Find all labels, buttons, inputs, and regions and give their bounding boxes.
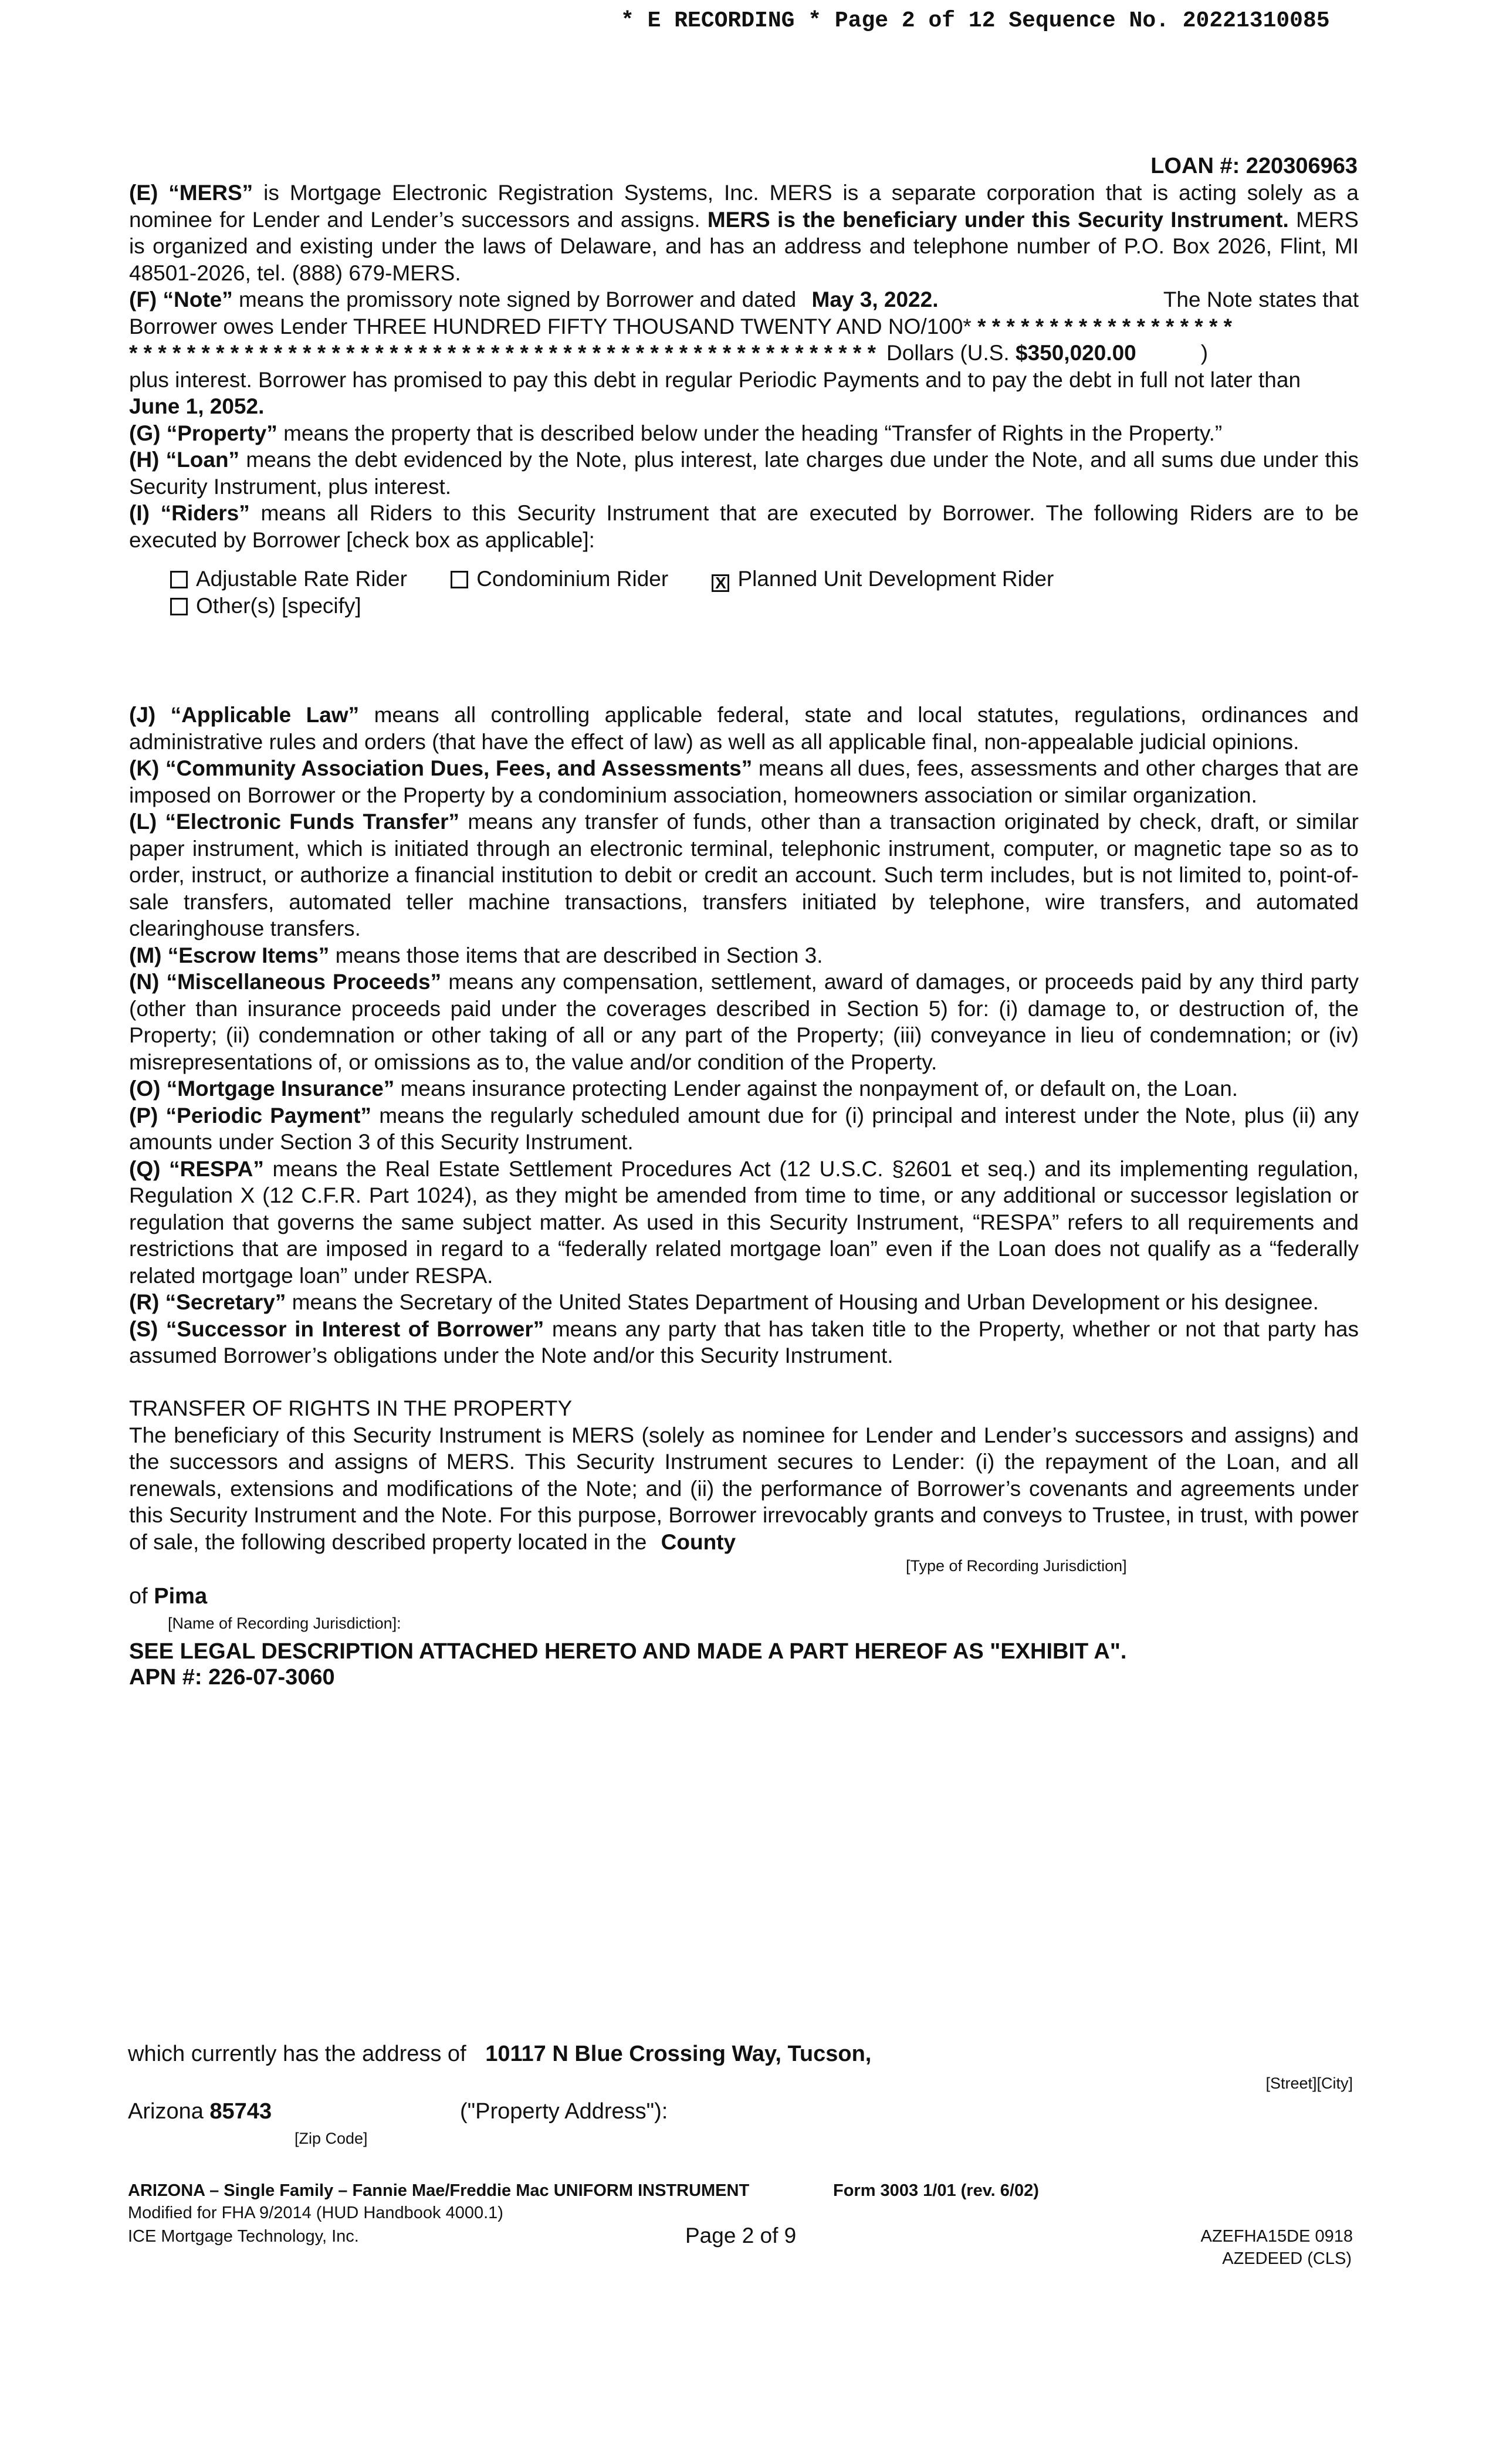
- footer-code-1: AZEFHA15DE 0918: [1200, 2227, 1353, 2246]
- of-label: of: [129, 1584, 154, 1609]
- definition-label: (S) “Successor in Interest of Borrower”: [129, 1316, 544, 1341]
- definition-e-label: (E) “MERS”: [129, 181, 253, 205]
- definition-label: (M) “Escrow Items”: [129, 943, 330, 967]
- definition-e: [129, 180, 1359, 286]
- checkbox-planned-unit-development[interactable]: X: [712, 574, 729, 592]
- zip-code: 85743: [209, 2099, 272, 2124]
- definition-r: [129, 1289, 1359, 1316]
- definition-label: (J) “Applicable Law”: [129, 703, 360, 727]
- definition-i-label: (I) “Riders”: [129, 501, 250, 525]
- definition-label: (Q) “RESPA”: [129, 1156, 264, 1181]
- transfer-paragraph: The beneficiary of this Security Instrument is MERS (solely as nominee for Lender and Lender’s successors and assigns) and the successors and assigns of MERS. This Security Instrument secures to Lender: (i) the repayment of the Loan, and all renewals, extensions and modifications of the Note; and (ii) the performance of Borrower’s covenants and agreements under this Security Instrument and the Note. For this purpose, Borrower irrevocably grants and conveys to Trustee, in trust, with power of sale, the following described property located in the: [129, 1423, 1359, 1554]
- definition-text: means the Secretary of the United States Department of Housing and Urban Development or his designee.: [286, 1290, 1319, 1314]
- apn-number: APN #: 226-07-3060: [129, 1665, 335, 1690]
- definition-h: [129, 446, 1359, 500]
- definition-g: [129, 420, 1359, 447]
- checkbox-adjustable-rate[interactable]: [170, 571, 188, 588]
- zip-code-caption: [Zip Code]: [295, 2130, 368, 2147]
- definition-e-bold: MERS is the beneficiary under this Security Instrument.: [707, 207, 1289, 232]
- jurisdiction-name: Pima: [154, 1584, 208, 1609]
- jurisdiction-name-caption: [Name of Recording Jurisdiction]:: [168, 1615, 401, 1632]
- definition-text: means the Real Estate Settlement Procedures Act (12 U.S.C. §2601 et seq.) and its implementing regulation, Regulation X (12 C.F.R. Part 1024), as they might be amended from time to time, or any additional or successor legislation or regulation that governs the same subject matter. As used in this Security Instrument, “RESPA” refers to all requirements and restrictions that are imposed in regard to a “federally related mortgage loan” even if the Loan does not qualify as a “federally related mortgage loan” under RESPA.: [129, 1156, 1359, 1288]
- street-city: 10117 N Blue Crossing Way, Tucson,: [485, 2042, 872, 2066]
- checkbox-other[interactable]: [170, 598, 188, 615]
- definition-h-text: means the debt evidenced by the Note, plus interest, late charges due under the Note, and all sums due under this Security Instrument, plus interest.: [129, 448, 1359, 499]
- rider-adjustable-rate[interactable]: [170, 567, 407, 591]
- footer-code-2: AZEDEED (CLS): [1222, 2249, 1352, 2268]
- jurisdiction-name-line: [129, 1584, 207, 1609]
- rider-other[interactable]: [170, 594, 361, 618]
- definition-q: [129, 1156, 1359, 1289]
- definition-s: [129, 1316, 1359, 1369]
- amount-stars-2: * * * * * * * * * * * * * * * * * * * * * * * * * * * * * * * * * * * * * * * * * * * * * * * * * * * *: [129, 341, 876, 365]
- definition-o: [129, 1075, 1359, 1102]
- definition-i: [129, 500, 1359, 553]
- definition-g-label: (G) “Property”: [129, 421, 277, 445]
- definition-g-text: means the property that is described below under the heading “Transfer of Rights in the Property.”: [277, 421, 1223, 445]
- transfer-text: [129, 1422, 1359, 1556]
- definition-text: means any party that has taken title to the Property, whether or not that party has assumed Borrower’s obligations under the Note and/or this Security Instrument.: [129, 1316, 1359, 1368]
- state-zip-line: [128, 2099, 272, 2124]
- amount-stars-1: * * * * * * * * * * * * * * * * * *: [971, 314, 1233, 339]
- definition-k: [129, 755, 1359, 808]
- definition-p: [129, 1102, 1359, 1156]
- address-line: [128, 2042, 871, 2067]
- definition-text: means insurance protecting Lender against the nonpayment of, or default on, the Loan.: [394, 1077, 1238, 1101]
- state: Arizona: [128, 2099, 210, 2124]
- transfer-section: [129, 1395, 1359, 1555]
- jurisdiction-type-caption: [Type of Recording Jurisdiction]: [906, 1557, 1127, 1575]
- definition-f-amount-line: [129, 313, 1359, 340]
- amount-in-words: THREE HUNDRED FIFTY THOUSAND TWENTY AND NO/100*: [353, 314, 972, 339]
- checkbox-condominium[interactable]: [451, 571, 468, 588]
- footer-company: ICE Mortgage Technology, Inc.: [128, 2227, 359, 2246]
- definition-text: means any transfer of funds, other than a transaction originated by check, draft, or similar paper instrument, which is initiated through an electronic terminal, telephonic instrument, computer, or magnetic tape so as to order, instruct, or authorize a financial institution to debit or credit an account. Such term includes, but is not limited to, point-of-sale transfers, automated teller machine transactions, transfers initiated by telephone, wire transfers, and automated clearinghouse transfers.: [129, 810, 1359, 940]
- loan-amount: $350,020.00: [1016, 341, 1136, 365]
- rider-label: Condominium Rider: [476, 567, 669, 591]
- dollars-paren: ): [1200, 341, 1209, 365]
- rider-label: Planned Unit Development Rider: [737, 567, 1054, 591]
- rider-condominium[interactable]: [451, 567, 668, 591]
- definition-label: (L) “Electronic Funds Transfer”: [129, 810, 460, 834]
- recording-banner: * E RECORDING * Page 2 of 12 Sequence No. 20221310085: [621, 8, 1330, 33]
- rider-label: Adjustable Rate Rider: [196, 567, 407, 591]
- jurisdiction-type: County: [661, 1529, 736, 1554]
- footer-form-line: ARIZONA – Single Family – Fannie Mae/Freddie Mac UNIFORM INSTRUMENT: [128, 2181, 750, 2200]
- definition-f-dollars-line: [129, 340, 1359, 367]
- definition-text: means all controlling applicable federal, state and local statutes, regulations, ordinances and administrative rules and orders (that have the effect of law) as well as all applicable final, non-appealable judicial opinions.: [129, 703, 1359, 754]
- street-city-caption: [Street][City]: [1265, 2074, 1353, 2092]
- loan-number: LOAN #: 220306963: [1150, 154, 1358, 178]
- definition-l: [129, 808, 1359, 942]
- definition-f-text: means the promissory note signed by Borrower and dated: [232, 287, 803, 312]
- definition-text: means the regularly scheduled amount due for (i) principal and interest under the Note, plus (ii) any amounts under Section 3 of this Security Instrument.: [129, 1103, 1359, 1154]
- definition-n: [129, 969, 1359, 1075]
- definition-m: [129, 942, 1359, 969]
- rider-planned-unit-development[interactable]: [712, 567, 1054, 591]
- definition-label: (N) “Miscellaneous Proceeds”: [129, 970, 442, 994]
- definition-f-text3: Borrower owes Lender: [129, 314, 353, 339]
- definition-f-text2: The Note states that: [1163, 287, 1359, 312]
- definition-f-due: [129, 393, 1359, 420]
- rider-label: Other(s) [specify]: [196, 594, 361, 618]
- maturity-date: June 1, 2052.: [129, 394, 265, 418]
- definition-f-label: (F) “Note”: [129, 287, 233, 312]
- riders-row-1: [170, 567, 1091, 592]
- definition-e-text: is Mortgage Electronic Registration Systems, Inc. MERS is a separate corporation that is acting solely as a nominee for Lender and Lender’s successors and assigns.: [129, 181, 1359, 232]
- address-lead: which currently has the address of: [128, 2042, 473, 2066]
- note-date: May 3, 2022.: [811, 287, 939, 312]
- definition-label: (R) “Secretary”: [129, 1290, 286, 1314]
- definition-text: means any compensation, settlement, award of damages, or proceeds paid by any third party (other than insurance proceeds paid under the coverages described in Section 5) for: (i) damage to, or destruction of, the Property; (ii) condemnation or other taking of all or any part of the Property; (iii) conveyance in lieu of condemnation; or (iv) misrepresentations of, or omissions as to, the value and/or condition of the Property.: [129, 970, 1359, 1074]
- definition-label: (P) “Periodic Payment”: [129, 1103, 371, 1128]
- definition-f: [129, 286, 1359, 313]
- riders-row-2: [170, 594, 399, 618]
- legal-description: SEE LEGAL DESCRIPTION ATTACHED HERETO AND MADE A PART HEREOF AS "EXHIBIT A".: [129, 1639, 1127, 1664]
- definitions-top: [129, 180, 1359, 553]
- definition-text: means all dues, fees, assessments and other charges that are imposed on Borrower or the Property by a condominium association, homeowners association or similar organization.: [129, 756, 1359, 807]
- footer-form-number: Form 3003 1/01 (rev. 6/02): [833, 2181, 1039, 2200]
- definition-j: [129, 702, 1359, 755]
- footer-modified: Modified for FHA 9/2014 (HUD Handbook 4000.1): [128, 2204, 503, 2222]
- page-number: Page 2 of 9: [685, 2223, 797, 2248]
- definition-h-label: (H) “Loan”: [129, 448, 240, 472]
- definition-text: means those items that are described in Section 3.: [329, 943, 823, 967]
- definition-e-text2: MERS is organized and existing under the laws of Delaware, and has an address and telephone number of P.O. Box 2026, Flint, MI 48501-2026, tel. (888) 679-MERS.: [129, 207, 1359, 285]
- dollars-label: Dollars (U.S.: [886, 341, 1016, 365]
- definitions-bottom: [129, 702, 1359, 1369]
- transfer-heading: TRANSFER OF RIGHTS IN THE PROPERTY: [129, 1396, 573, 1420]
- property-address-label: ("Property Address"):: [460, 2099, 668, 2124]
- definition-label: (O) “Mortgage Insurance”: [129, 1077, 395, 1101]
- definition-i-text: means all Riders to this Security Instrument that are executed by Borrower. The following Riders are to be executed by Borrower [check box as applicable]:: [129, 501, 1359, 552]
- definition-label: (K) “Community Association Dues, Fees, and Assessments”: [129, 756, 753, 780]
- definition-f-payment: [129, 367, 1359, 394]
- definition-f-text4: plus interest. Borrower has promised to pay this debt in regular Periodic Payments and to pay the debt in full not later than: [129, 367, 1301, 392]
